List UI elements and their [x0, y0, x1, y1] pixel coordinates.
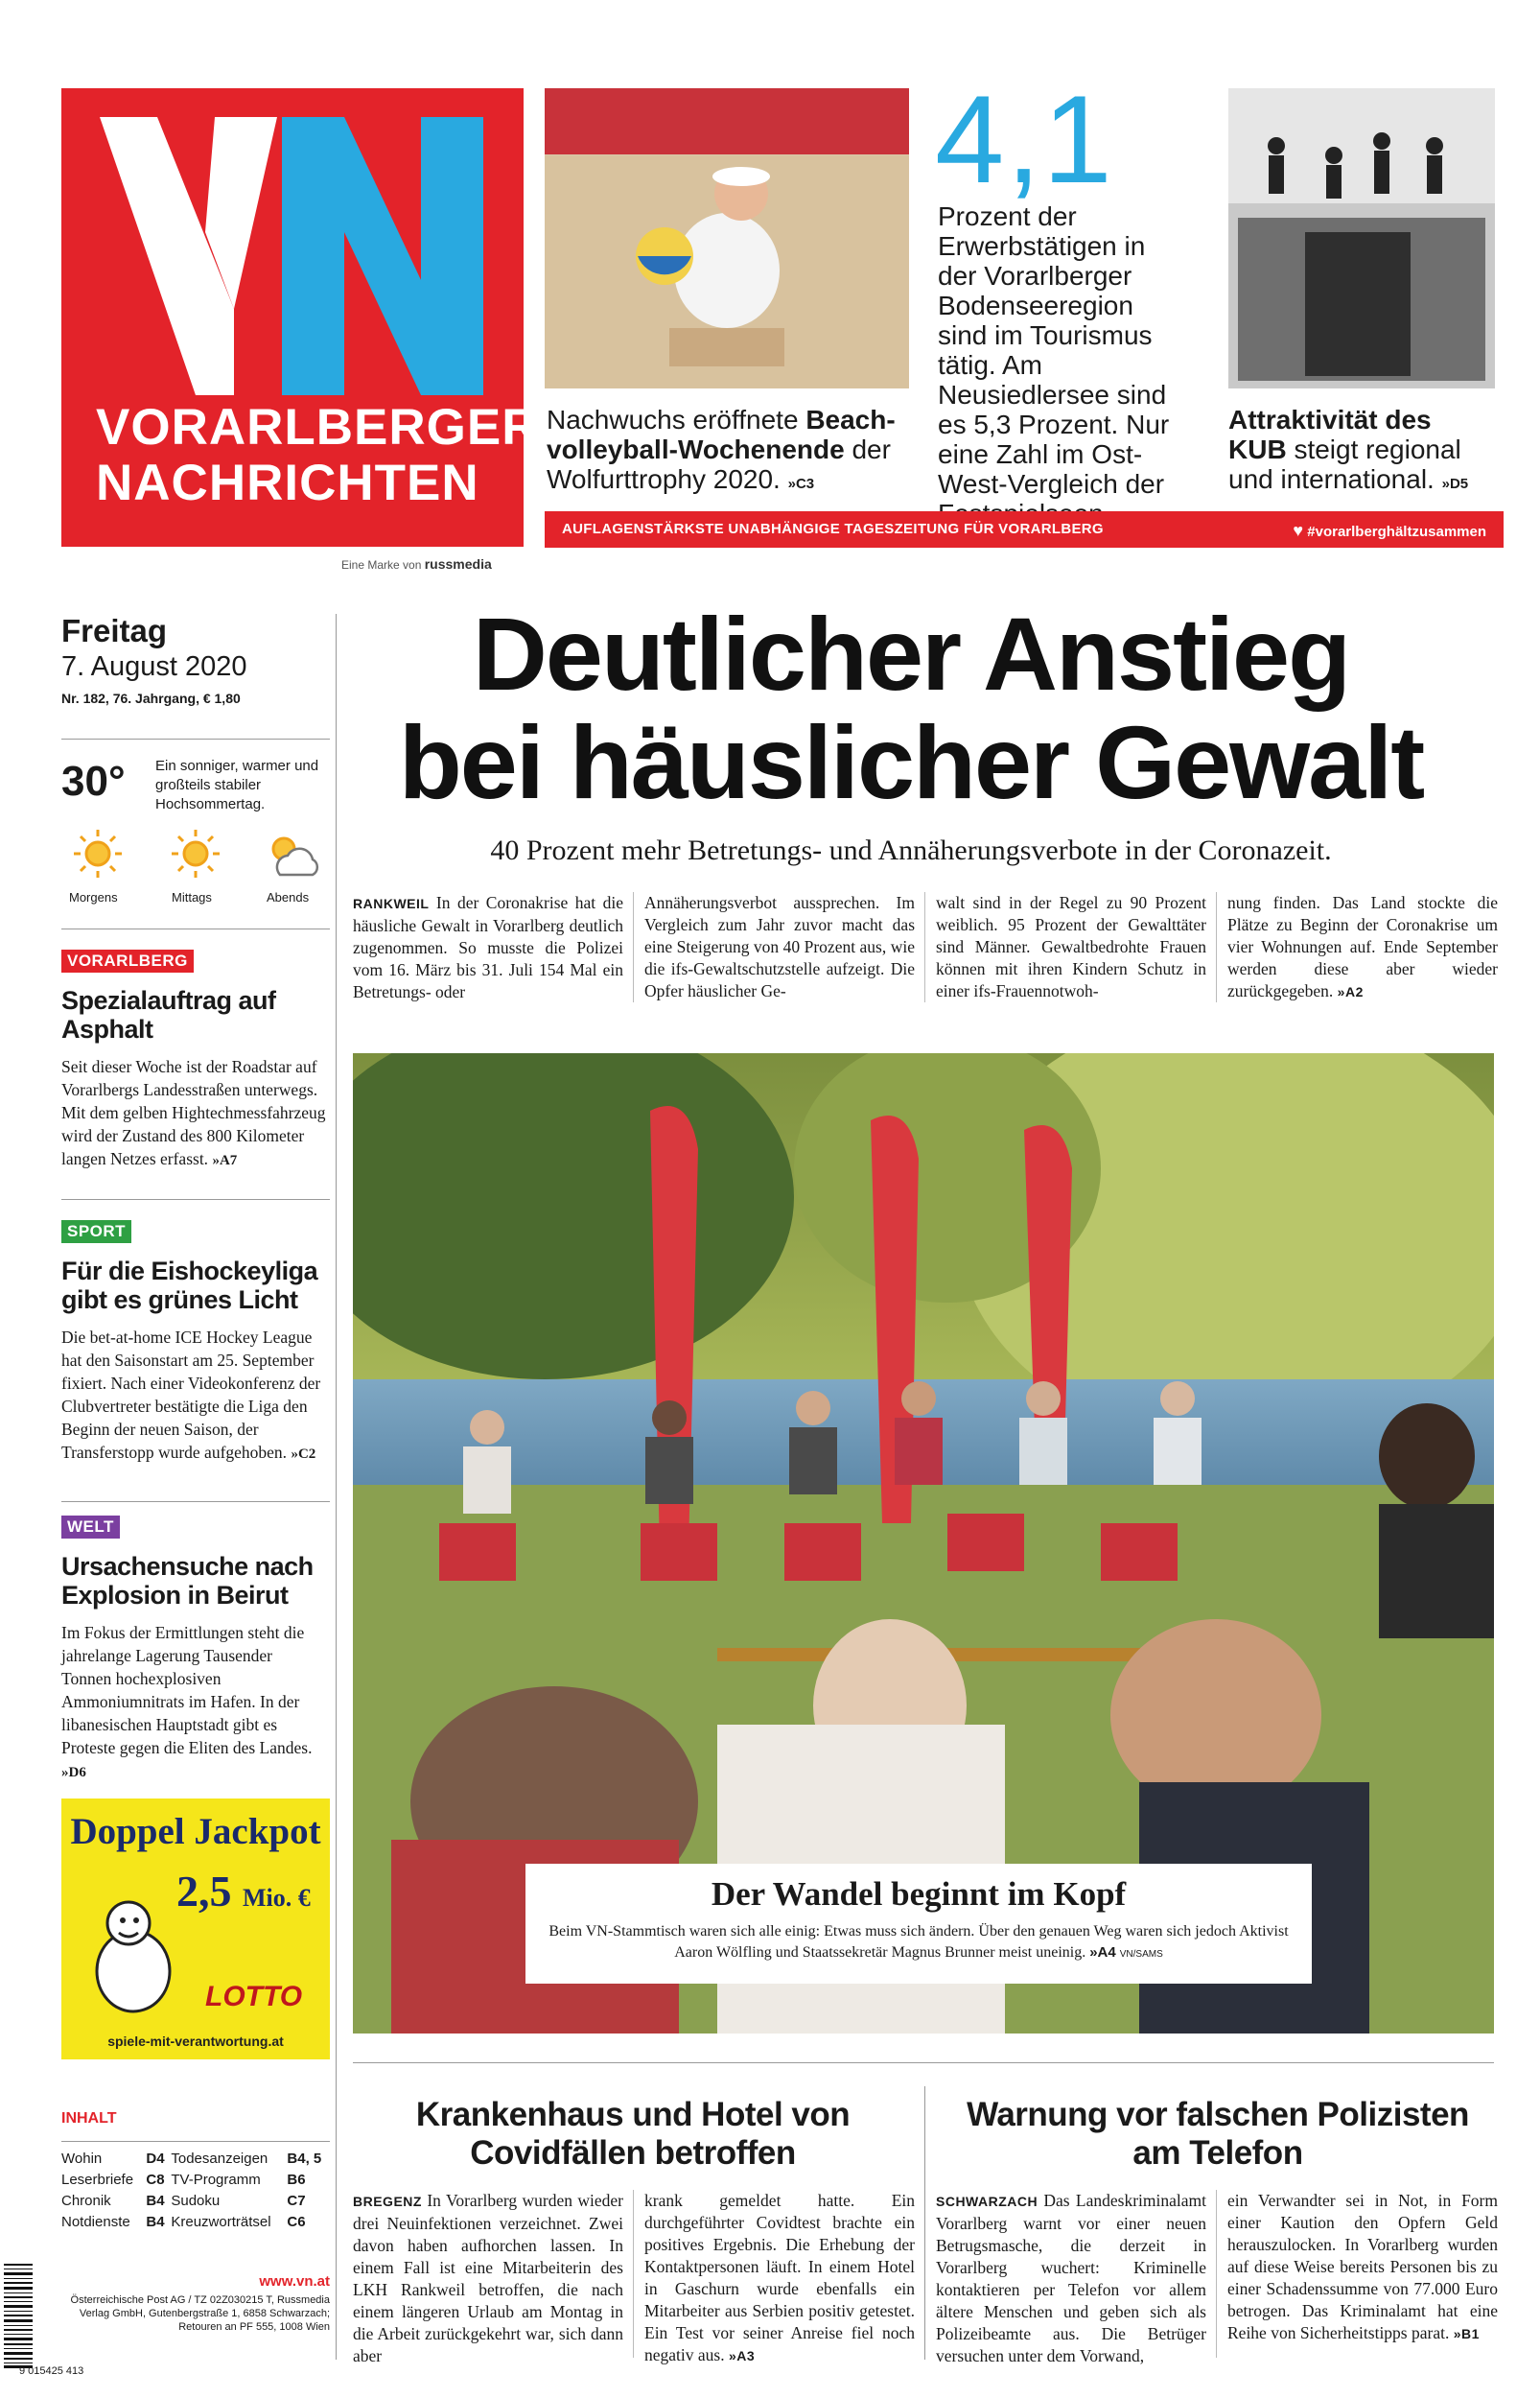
tagline: AUFLAGENSTÄRKSTE UNABHÄNGIGE TAGESZEITUNG FÜR VORARLBERG: [562, 521, 1104, 537]
story-sport[interactable]: [61, 1220, 326, 1466]
dateline-block: [61, 614, 320, 706]
vn-logo-mark: [100, 117, 493, 395]
story-welt[interactable]: [61, 1516, 326, 1784]
tagline-bar: [545, 511, 1504, 548]
lotto-title: Doppel Jackpot: [70, 1811, 321, 1852]
section-tag: VORARLBERG: [61, 950, 194, 973]
stat-number: 4,1: [935, 69, 1114, 209]
lotto-footer: spiele-mit-verantwortung.at: [107, 2034, 284, 2049]
weekday: Freitag: [61, 613, 168, 648]
bottom-right-col-1: SCHWARZACH Das Landeskriminalamt Vorarlberg warnt vor einer neuen Betrugsmasche, die derzeit in Vorarlberg wuchert: Kriminelle kontaktieren per Telefon vor allem ältere Menschen und geben sich als Polizeibeamte aus. Die Betrüger versuchen unter dem Vorwand,: [936, 2191, 1206, 2365]
kub-photo-scene: [1228, 88, 1495, 388]
story-headline: Spezialauftrag auf Asphalt: [61, 986, 276, 1044]
inhalt-title: INHALT: [61, 2110, 117, 2127]
imprint: [61, 2273, 330, 2334]
beach-photo-scene: [545, 88, 909, 388]
sun-icon-morning: [74, 830, 122, 878]
vn-logo[interactable]: [61, 88, 540, 547]
weather-text: Ein sonniger, warmer und großteils stabiler Hochsommertag.: [155, 758, 319, 812]
barcode-graphic: [2, 2264, 40, 2369]
sun-icon-noon: [172, 830, 220, 878]
story-body: Im Fokus der Ermittlungen steht die jahrelange Lagerung Tausender Tonnen hochexplosiven Ammoniumnitrats im Hafen. In der libanesischen Hauptstadt gibt es Proteste gegen die Eliten des Landes. »D6: [61, 1623, 313, 1780]
lead-col-1: RANKWEIL In der Coronakrise hat die häusliche Gewalt in Vorarlberg deutlich zugenommen. So musste die Polizei vom 16. März bis 31. Juli 154 Mal ein Betretungs- oder: [353, 893, 623, 1001]
divider: [61, 1501, 330, 1502]
column-rule: [633, 892, 634, 1002]
divider: [61, 2141, 330, 2142]
mascot-icon: [81, 1890, 186, 2024]
lotto-ad[interactable]: [61, 1798, 330, 2059]
kub-photo[interactable]: [1228, 88, 1495, 388]
brand-name: VORARLBERGER NACHRICHTEN: [96, 399, 540, 511]
caption-text: Beim VN-Stammtisch waren sich alle einig: Etwas muss sich ändern. Über den genauen Weg waren sich jedoch Aktivist Aaron Wölfling und Staatssekretär Magnus Brunner meist uneinig. »A4 VN/SAMS: [548, 1923, 1289, 1961]
story-body: Seit dieser Woche ist der Roadstar auf Vorarlbergs Landesstraßen unterwegs. Mit dem gelben Hightechmessfahrzeug wird der Zustand des 800 Kilometer langen Netzes erfasst. »A7: [61, 1057, 326, 1168]
imprint-url[interactable]: www.vn.at: [259, 2273, 330, 2290]
weather-icons: [61, 825, 330, 887]
section-tag: SPORT: [61, 1220, 131, 1243]
divider: [61, 739, 330, 740]
bottom-right-col-2: ein Verwandter sei in Not, in Form einer Kaution den Opfern Geld herauszulocken. In Vorarlberg wurden auf diese Weise bereits Personen bis zu einer Schadenssumme von 77.000 Euro betrogen. Das Kriminalamt hat eine Reihe von Sicherheitstipps parat. »B1: [1227, 2191, 1498, 2342]
column-rule: [924, 892, 925, 1002]
column-rule: [924, 2086, 925, 2360]
inhalt-block: [61, 2110, 330, 2232]
barcode: [2, 2264, 40, 2369]
brand-note: Eine Marke von russmedia: [341, 556, 492, 572]
inhalt-row[interactable]: Wohin D4 Todesanzeigen B4, 5: [61, 2150, 322, 2167]
inhalt-row[interactable]: Leserbriefe C8 TV-Programm B6: [61, 2171, 306, 2188]
beach-teaser[interactable]: Nachwuchs eröffnete Beachvolleyball-Wochenende der Wolfurttrophy 2020. »C3: [547, 405, 896, 494]
main-photo[interactable]: [353, 1053, 1494, 2034]
temperature: 30°: [61, 758, 126, 805]
barcode-number: 9 015425 413: [19, 2365, 84, 2377]
sun-cloud-icon-evening: [273, 838, 317, 875]
lead-col-3: walt sind in der Regel zu 90 Prozent weiblich. 95 Prozent der Gewalttäter sind Männer. Gewaltbedrohte Frauen können mit ihren Kindern Schutz in einer ifs-Frauennotwoh-: [936, 893, 1206, 1000]
hashtag[interactable]: ♥ #vorarlberghältzusammen: [1293, 521, 1486, 540]
imprint-text: Österreichische Post AG / TZ 02Z030215 T, Russmedia Verlag GmbH, Gutenbergstraße 1, 6858 Schwarzach; Retouren an PF 555, 1008 Wien: [70, 2294, 330, 2333]
section-tag: WELT: [61, 1516, 120, 1539]
bottom-left-col-2: krank gemeldet hatte. Ein durchgeführter Covidtest brachte ein positives Ergebnis. Die Erhebung der Kontaktpersonen läuft. In einem Hotel in Gaschurn wurde ebenfalls ein Mitarbeiter aus Serbien positiv getestet. Ein Test vor seiner Anreise fiel noch negativ aus. »A3: [644, 2191, 915, 2364]
story-body: Die bet-at-home ICE Hockey League hat den Saisonstart am 25. September fixiert. Nach einer Videokonferenz der Clubvertreter bestätigte die Liga den Beginn der neuen Saison, der Transferstopp wurde aufgehoben. »C2: [61, 1328, 321, 1462]
stat-teaser[interactable]: Prozent der Erwerbstätigen in der Vorarlberger Bodenseeregion sind im Tourismus tätig. Am Neusiedlersee sind es 5,3 Prozent. Nur eine Zahl im Ost-West-Vergleich der: [938, 201, 1170, 499]
bottom-left-col-1: BREGENZ In Vorarlberg wurden wieder drei Neuinfektionen verzeichnet. Zwei davon haben aufhorchen lassen. In einem Fall ist eine Mitarbeiterin des LKH Rankweil betroffen, die nach einem längeren Urlaub am Montag in die Arbeit zurückgekehrt war, sich dann aber: [353, 2191, 623, 2365]
date: 7. August 2020: [61, 651, 247, 682]
divider: [61, 1199, 330, 1200]
heart-icon: ♥: [1293, 521, 1304, 540]
bottom-right-headline[interactable]: Warnung vor falschen Polizisten am Telefon: [967, 2096, 1469, 2172]
beach-photo[interactable]: [545, 88, 909, 388]
column-rule: [336, 614, 337, 2360]
bottom-left-headline[interactable]: Krankenhaus und Hotel von Covidfällen betroffen: [415, 2096, 851, 2172]
column-rule: [1216, 892, 1217, 1002]
lead-col-4: nung finden. Das Land stockte die Plätze zu Beginn der Coronakrise um vier Wohnungen auf. Ende September werden diese aber wieder zurückgegeben. »A2: [1227, 893, 1498, 1000]
caption-title: Der Wandel beginnt im Kopf: [711, 1875, 1127, 1913]
kub-teaser[interactable]: Attraktivität des KUB steigt regional und international. »D5: [1228, 405, 1469, 494]
story-vorarlberg[interactable]: [61, 950, 326, 1172]
column-rule: [1216, 2190, 1217, 2358]
lead-subline: 40 Prozent mehr Betretungs- und Annäherungsverbote in der Coronazeit.: [490, 835, 1332, 866]
lotto-logo: LOTTO: [205, 1981, 303, 2012]
story-headline: Ursachensuche nach Explosion in Beirut: [61, 1552, 314, 1610]
lead-headline[interactable]: Deutlicher Anstieg bei häuslicher Gewalt: [398, 596, 1424, 820]
inhalt-row[interactable]: Notdienste B4 Kreuzworträtsel C6: [61, 2213, 306, 2230]
photo-caption: [525, 1864, 1312, 1984]
inhalt-row[interactable]: Chronik B4 Sudoku C7: [61, 2192, 306, 2209]
inhalt-table: [61, 2148, 330, 2232]
column-rule: [633, 2190, 634, 2358]
divider: [353, 2062, 1494, 2063]
lotto-amount: 2,5 Mio. €: [176, 1867, 311, 1916]
lead-col-2: Annäherungsverbot aussprechen. Im Vergleich zum Jahr zuvor macht das eine Steigerung von 40 Prozent aus, wie die ifs-Gewaltschutzstelle aufzeigt. Die Opfer häuslicher Ge-: [644, 893, 915, 1000]
issue-info: Nr. 182, 76. Jahrgang, € 1,80: [61, 691, 241, 706]
story-headline: Für die Eishockeyliga gibt es grünes Licht: [61, 1257, 318, 1314]
